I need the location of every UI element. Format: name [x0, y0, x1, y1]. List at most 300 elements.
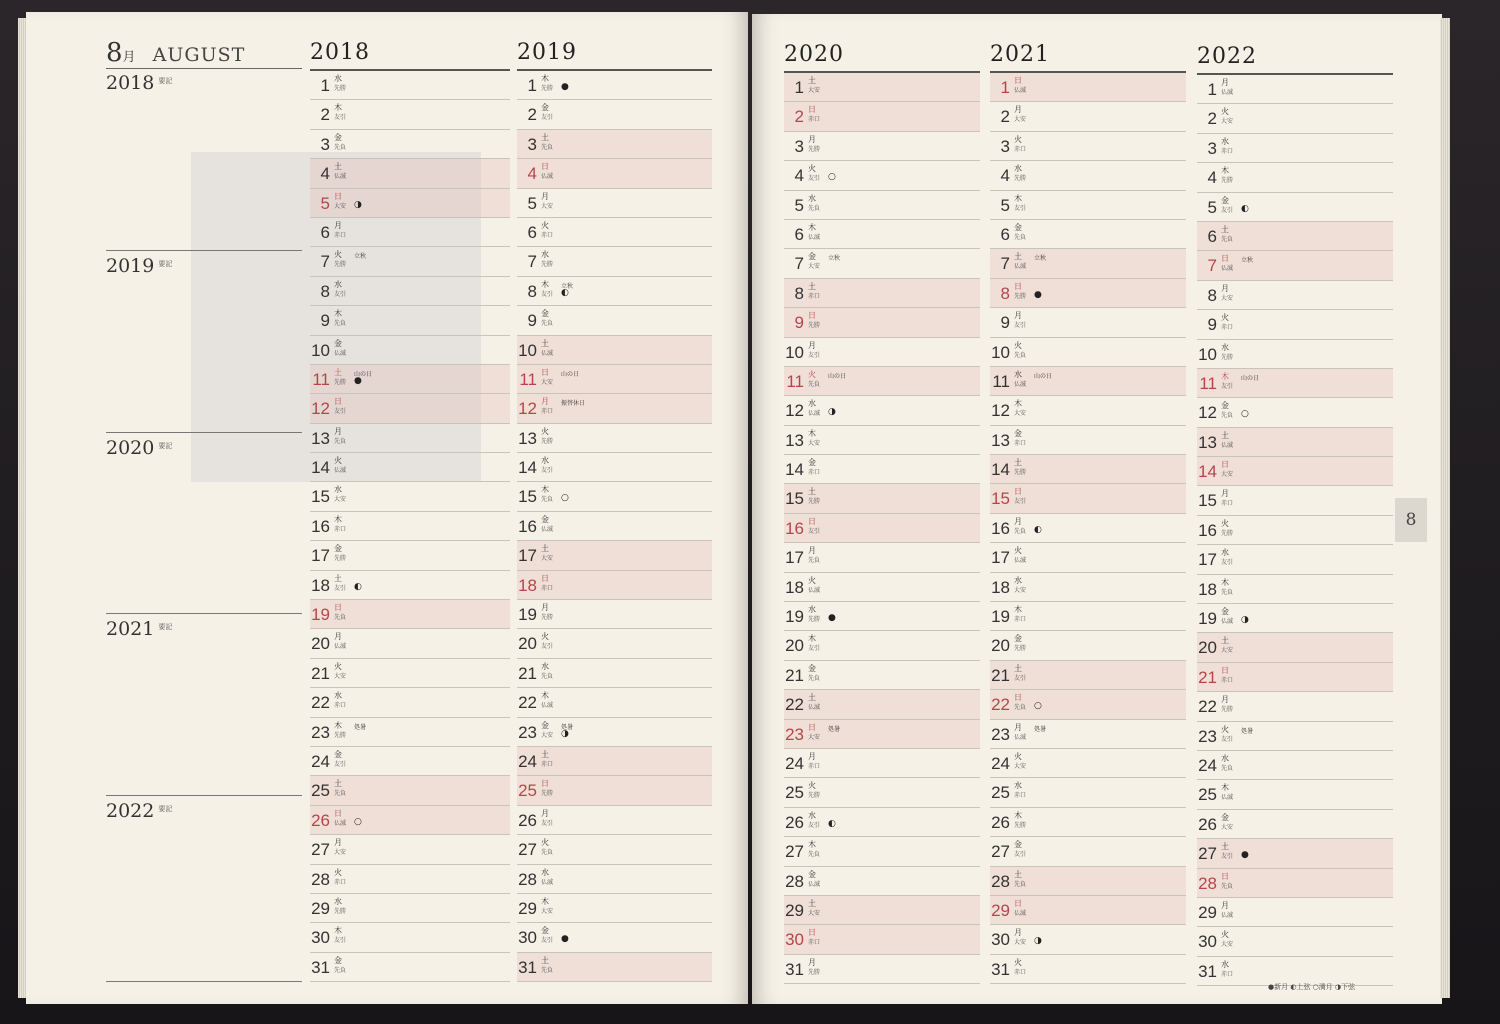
weekday-label: 木 [334, 309, 342, 319]
weekday-label: 日 [808, 516, 816, 526]
weekday-label: 土 [1221, 636, 1229, 646]
day-row[interactable] [310, 336, 510, 365]
rokuyo-label: 仏滅 [1014, 733, 1027, 741]
day-row[interactable] [784, 338, 980, 367]
rokuyo-label: 大安 [1014, 762, 1027, 770]
day-number: 15 [991, 489, 1010, 509]
day-row[interactable] [990, 161, 1186, 190]
weekday-label: 金 [334, 749, 342, 759]
year-column-2018 [310, 40, 510, 982]
day-row[interactable] [1197, 222, 1393, 251]
weekday-label: 日 [1014, 693, 1022, 703]
weekday-label: 火 [1221, 930, 1229, 940]
day-row[interactable] [517, 306, 712, 335]
memo-section-2020[interactable] [106, 432, 302, 613]
day-row[interactable] [990, 249, 1186, 278]
day-row[interactable] [517, 482, 712, 511]
day-row[interactable] [310, 747, 510, 776]
rokuyo-label: 大安 [1221, 647, 1234, 655]
day-row[interactable] [517, 336, 712, 365]
day-number: 5 [320, 193, 330, 213]
day-row[interactable] [517, 776, 712, 805]
day-note: 山の日 [1034, 372, 1053, 380]
day-row[interactable] [784, 102, 980, 131]
day-row[interactable] [310, 541, 510, 570]
day-row[interactable] [990, 837, 1186, 866]
day-row[interactable] [990, 191, 1186, 220]
day-row[interactable] [517, 629, 712, 658]
day-row[interactable] [310, 189, 510, 218]
day-row[interactable] [784, 837, 980, 866]
day-row[interactable] [990, 808, 1186, 837]
day-row[interactable] [784, 925, 980, 954]
day-row[interactable] [990, 778, 1186, 807]
day-row[interactable] [310, 394, 510, 423]
day-row[interactable] [517, 130, 712, 159]
day-row[interactable] [1197, 633, 1393, 662]
day-number: 14 [785, 460, 804, 480]
day-row[interactable] [784, 132, 980, 161]
day-row[interactable] [784, 484, 980, 513]
day-note: 立秋 [828, 255, 841, 263]
rokuyo-label: 大安 [334, 202, 347, 210]
weekday-label: 金 [334, 338, 342, 348]
month-index-tab[interactable]: 8 [1395, 498, 1427, 542]
day-number: 18 [991, 577, 1010, 597]
rokuyo-label: 仏滅 [808, 410, 821, 418]
day-row[interactable] [1197, 251, 1393, 280]
weekday-label: 火 [541, 838, 549, 848]
day-row[interactable] [517, 923, 712, 952]
day-number: 7 [794, 254, 804, 274]
moon-phase-icon: ○ [561, 493, 569, 504]
day-number: 6 [1207, 226, 1217, 246]
day-number: 17 [311, 546, 330, 566]
day-row[interactable] [784, 778, 980, 807]
rokuyo-label: 仏滅 [1221, 265, 1234, 273]
day-row[interactable] [1197, 369, 1393, 398]
moon-phase-icon: ◐ [828, 818, 836, 829]
rokuyo-label: 赤口 [541, 584, 554, 592]
day-row[interactable] [784, 602, 980, 631]
day-row[interactable] [1197, 134, 1393, 163]
day-row[interactable] [517, 424, 712, 453]
day-row[interactable] [310, 659, 510, 688]
day-number: 13 [785, 430, 804, 450]
day-row[interactable] [1197, 310, 1393, 339]
day-row[interactable] [310, 629, 510, 658]
day-row[interactable] [1197, 751, 1393, 780]
day-row[interactable] [310, 894, 510, 923]
day-row[interactable] [784, 220, 980, 249]
day-number: 20 [311, 634, 330, 654]
month-number: 8 [106, 38, 123, 68]
rokuyo-label: 赤口 [1221, 970, 1234, 978]
day-number: 24 [1198, 755, 1217, 775]
day-row[interactable] [310, 865, 510, 894]
day-number: 13 [518, 428, 537, 448]
day-number: 12 [785, 401, 804, 421]
day-row[interactable] [990, 426, 1186, 455]
rokuyo-label: 仏滅 [808, 704, 821, 712]
rokuyo-label: 先勝 [541, 614, 554, 622]
moon-phase-icon: ◑ [1241, 615, 1249, 626]
weekday-label: 日 [334, 397, 342, 407]
day-row[interactable] [517, 953, 712, 982]
month-header [106, 38, 302, 69]
day-row[interactable] [310, 277, 510, 306]
rokuyo-label: 赤口 [1221, 324, 1234, 332]
day-row[interactable] [517, 747, 712, 776]
day-row[interactable] [310, 218, 510, 247]
day-row[interactable] [784, 249, 980, 278]
day-number: 28 [518, 869, 537, 889]
day-row[interactable] [784, 455, 980, 484]
day-row[interactable] [1197, 545, 1393, 574]
day-row[interactable] [990, 338, 1186, 367]
day-number: 20 [1198, 638, 1217, 658]
day-row[interactable] [990, 661, 1186, 690]
day-row[interactable] [784, 308, 980, 337]
day-row[interactable] [784, 955, 980, 984]
day-number: 26 [518, 810, 537, 830]
weekday-label: 火 [1221, 107, 1229, 117]
day-row[interactable] [1197, 457, 1393, 486]
day-number: 7 [1207, 256, 1217, 276]
day-row[interactable] [517, 159, 712, 188]
day-number: 10 [785, 342, 804, 362]
day-row[interactable] [990, 602, 1186, 631]
day-row[interactable] [1197, 104, 1393, 133]
day-row[interactable] [990, 220, 1186, 249]
day-row[interactable] [1197, 193, 1393, 222]
day-number: 29 [991, 900, 1010, 920]
memo-year: 2021 [106, 618, 155, 640]
memo-section-2018[interactable] [106, 68, 302, 248]
weekday-label: 日 [1014, 487, 1022, 497]
day-row[interactable] [990, 631, 1186, 660]
rokuyo-label: 大安 [541, 378, 554, 386]
day-row[interactable] [784, 396, 980, 425]
day-row[interactable] [517, 218, 712, 247]
memo-section-2019[interactable] [106, 250, 302, 431]
day-row[interactable] [310, 835, 510, 864]
day-row[interactable] [1197, 604, 1393, 633]
day-row[interactable] [990, 102, 1186, 131]
day-row[interactable] [990, 867, 1186, 896]
day-number: 18 [785, 577, 804, 597]
weekday-label: 土 [541, 132, 549, 142]
day-row[interactable] [310, 424, 510, 453]
rokuyo-label: 仏滅 [1221, 441, 1234, 449]
day-row[interactable] [784, 573, 980, 602]
day-row[interactable] [1197, 898, 1393, 927]
memo-section-2022[interactable] [106, 795, 302, 982]
weekday-label: 木 [541, 896, 549, 906]
weekday-label: 木 [334, 103, 342, 113]
day-row[interactable] [784, 690, 980, 719]
day-note: 処暑 [1034, 725, 1047, 733]
day-row[interactable] [990, 573, 1186, 602]
day-row[interactable] [310, 718, 510, 747]
day-row[interactable] [1197, 75, 1393, 104]
day-row[interactable] [784, 896, 980, 925]
day-number: 2 [320, 105, 330, 125]
rokuyo-label: 先負 [334, 437, 347, 445]
rokuyo-label: 仏滅 [334, 349, 347, 357]
day-row[interactable] [990, 308, 1186, 337]
day-row[interactable] [517, 571, 712, 600]
day-row[interactable] [310, 923, 510, 952]
day-row[interactable] [517, 71, 712, 100]
day-row[interactable] [990, 749, 1186, 778]
rokuyo-label: 友引 [808, 351, 821, 359]
day-number: 24 [991, 753, 1010, 773]
day-row[interactable] [517, 718, 712, 747]
rokuyo-label: 先勝 [1221, 529, 1234, 537]
day-number: 28 [991, 871, 1010, 891]
day-number: 8 [794, 283, 804, 303]
rokuyo-label: 先勝 [334, 378, 347, 386]
weekday-label: 水 [334, 485, 342, 495]
day-row[interactable] [990, 132, 1186, 161]
weekday-label: 土 [334, 162, 342, 172]
day-row[interactable] [310, 306, 510, 335]
day-row[interactable] [1197, 281, 1393, 310]
day-number: 7 [320, 252, 330, 272]
day-row[interactable] [784, 191, 980, 220]
day-row[interactable] [784, 279, 980, 308]
day-row[interactable] [990, 367, 1186, 396]
memo-year: 2022 [106, 800, 155, 822]
weekday-label: 水 [808, 810, 816, 820]
day-number: 27 [785, 842, 804, 862]
day-row[interactable] [517, 541, 712, 570]
day-row[interactable] [1197, 663, 1393, 692]
day-number: 3 [527, 134, 537, 154]
day-row[interactable] [1197, 340, 1393, 369]
day-row[interactable] [1197, 839, 1393, 868]
rokuyo-label: 仏滅 [541, 702, 554, 710]
day-number: 16 [785, 518, 804, 538]
day-row[interactable] [990, 720, 1186, 749]
rokuyo-label: 先負 [334, 614, 347, 622]
weekday-label: 金 [1014, 428, 1022, 438]
rokuyo-label: 仏滅 [1014, 557, 1027, 565]
day-row[interactable] [517, 100, 712, 129]
day-row[interactable] [517, 365, 712, 394]
rokuyo-label: 先負 [541, 320, 554, 328]
day-number: 12 [311, 399, 330, 419]
weekday-label: 金 [808, 252, 816, 262]
weekday-label: 月 [808, 340, 816, 350]
day-row[interactable] [784, 749, 980, 778]
weekday-label: 水 [334, 691, 342, 701]
rokuyo-label: 大安 [808, 439, 821, 447]
day-row[interactable] [310, 365, 510, 394]
year-header: 2018 [310, 40, 510, 71]
weekday-label: 金 [1014, 634, 1022, 644]
day-number: 27 [991, 842, 1010, 862]
weekday-label: 月 [1014, 105, 1022, 115]
day-row[interactable] [1197, 722, 1393, 751]
rokuyo-label: 大安 [808, 87, 821, 94]
weekday-label: 木 [541, 74, 549, 83]
rokuyo-label: 赤口 [1221, 147, 1234, 155]
rokuyo-label: 大安 [541, 555, 554, 563]
rokuyo-label: 仏滅 [334, 173, 347, 181]
rokuyo-label: 先勝 [808, 792, 821, 800]
day-row[interactable] [517, 806, 712, 835]
day-note: 処暑 [561, 723, 574, 731]
rokuyo-label: 先勝 [808, 616, 821, 624]
rokuyo-label: 先負 [1014, 233, 1027, 241]
day-row[interactable] [1197, 869, 1393, 898]
day-row[interactable] [784, 631, 980, 660]
day-row[interactable] [517, 277, 712, 306]
day-number: 9 [527, 311, 537, 331]
day-number: 27 [1198, 844, 1217, 864]
rokuyo-label: 大安 [1014, 586, 1027, 594]
day-row[interactable] [1197, 398, 1393, 427]
day-row[interactable] [517, 600, 712, 629]
day-number: 10 [991, 342, 1010, 362]
day-number: 15 [785, 489, 804, 509]
day-row[interactable] [517, 894, 712, 923]
day-row[interactable] [310, 806, 510, 835]
day-row[interactable] [990, 925, 1186, 954]
rokuyo-label: 友引 [541, 114, 554, 122]
day-row[interactable] [784, 661, 980, 690]
day-row[interactable] [310, 512, 510, 541]
day-row[interactable] [784, 720, 980, 749]
day-row[interactable] [990, 279, 1186, 308]
day-row[interactable] [784, 367, 980, 396]
day-row[interactable] [990, 543, 1186, 572]
day-row[interactable] [1197, 486, 1393, 515]
memo-section-2021[interactable] [106, 613, 302, 794]
day-row[interactable] [310, 453, 510, 482]
day-row[interactable] [517, 659, 712, 688]
day-number: 19 [518, 605, 537, 625]
weekday-label: 金 [541, 103, 549, 113]
day-row[interactable] [990, 690, 1186, 719]
day-row[interactable] [310, 600, 510, 629]
rokuyo-label: 先勝 [334, 555, 347, 563]
day-row[interactable] [784, 808, 980, 837]
day-number: 19 [991, 607, 1010, 627]
day-row[interactable] [990, 955, 1186, 984]
memo-year: 2019 [106, 255, 155, 277]
rokuyo-label: 仏滅 [1014, 263, 1027, 271]
moon-phase-icon: ● [561, 934, 569, 945]
day-row[interactable] [310, 571, 510, 600]
day-row[interactable] [310, 130, 510, 159]
rokuyo-label: 友引 [1014, 851, 1027, 859]
day-row[interactable] [784, 543, 980, 572]
day-row[interactable] [990, 484, 1186, 513]
rokuyo-label: 赤口 [808, 469, 821, 477]
day-row[interactable] [517, 865, 712, 894]
day-number: 17 [991, 548, 1010, 568]
day-row[interactable] [310, 776, 510, 805]
weekday-label: 火 [334, 661, 342, 671]
day-row[interactable] [310, 247, 510, 276]
day-number: 14 [1198, 462, 1217, 482]
day-number: 18 [311, 575, 330, 595]
rokuyo-label: 先勝 [808, 322, 821, 330]
day-row[interactable] [310, 100, 510, 129]
day-number: 10 [311, 340, 330, 360]
day-row[interactable] [517, 835, 712, 864]
weekday-label: 土 [808, 898, 816, 908]
rokuyo-label: 先勝 [334, 261, 347, 269]
day-row[interactable] [310, 159, 510, 188]
day-row[interactable] [310, 953, 510, 982]
day-row[interactable] [784, 514, 980, 543]
rokuyo-label: 先負 [1014, 704, 1027, 712]
day-row[interactable] [1197, 575, 1393, 604]
rokuyo-label: 赤口 [334, 231, 347, 239]
rokuyo-label: 大安 [1014, 410, 1027, 418]
rokuyo-label: 赤口 [1014, 145, 1027, 153]
day-row[interactable] [990, 396, 1186, 425]
day-row[interactable] [310, 71, 510, 100]
rokuyo-label: 大安 [808, 733, 821, 741]
day-number: 23 [518, 722, 537, 742]
day-row[interactable] [1197, 810, 1393, 839]
rokuyo-label: 先負 [1014, 880, 1027, 888]
weekday-label: 水 [541, 661, 549, 671]
day-row[interactable] [517, 247, 712, 276]
day-row[interactable] [990, 455, 1186, 484]
day-row[interactable] [517, 453, 712, 482]
rokuyo-label: 赤口 [334, 702, 347, 710]
day-row[interactable] [990, 73, 1186, 102]
day-row[interactable] [517, 512, 712, 541]
day-row[interactable] [784, 73, 980, 102]
day-row[interactable] [1197, 780, 1393, 809]
weekday-label: 土 [1014, 252, 1022, 262]
day-row[interactable] [517, 394, 712, 423]
rokuyo-label: 大安 [808, 909, 821, 917]
day-row[interactable] [1197, 163, 1393, 192]
day-row[interactable] [310, 688, 510, 717]
weekday-label: 水 [1221, 342, 1229, 352]
day-number: 15 [311, 487, 330, 507]
day-row[interactable] [990, 514, 1186, 543]
day-row[interactable] [1197, 692, 1393, 721]
rokuyo-label: 友引 [1221, 735, 1234, 743]
day-row[interactable] [784, 161, 980, 190]
moon-phase-icon: ● [354, 375, 362, 386]
day-row[interactable] [517, 688, 712, 717]
day-row[interactable] [517, 189, 712, 218]
day-number: 14 [311, 458, 330, 478]
rokuyo-label: 赤口 [1014, 792, 1027, 800]
day-row[interactable] [1197, 428, 1393, 457]
day-row[interactable] [784, 426, 980, 455]
day-row[interactable] [1197, 927, 1393, 956]
rokuyo-label: 先勝 [1014, 645, 1027, 653]
day-row[interactable] [1197, 516, 1393, 545]
day-row[interactable] [990, 896, 1186, 925]
day-row[interactable] [310, 482, 510, 511]
day-row[interactable] [784, 867, 980, 896]
year-column-2022 [1197, 44, 1393, 986]
rokuyo-label: 仏滅 [1014, 87, 1027, 94]
weekday-label: 水 [541, 456, 549, 466]
